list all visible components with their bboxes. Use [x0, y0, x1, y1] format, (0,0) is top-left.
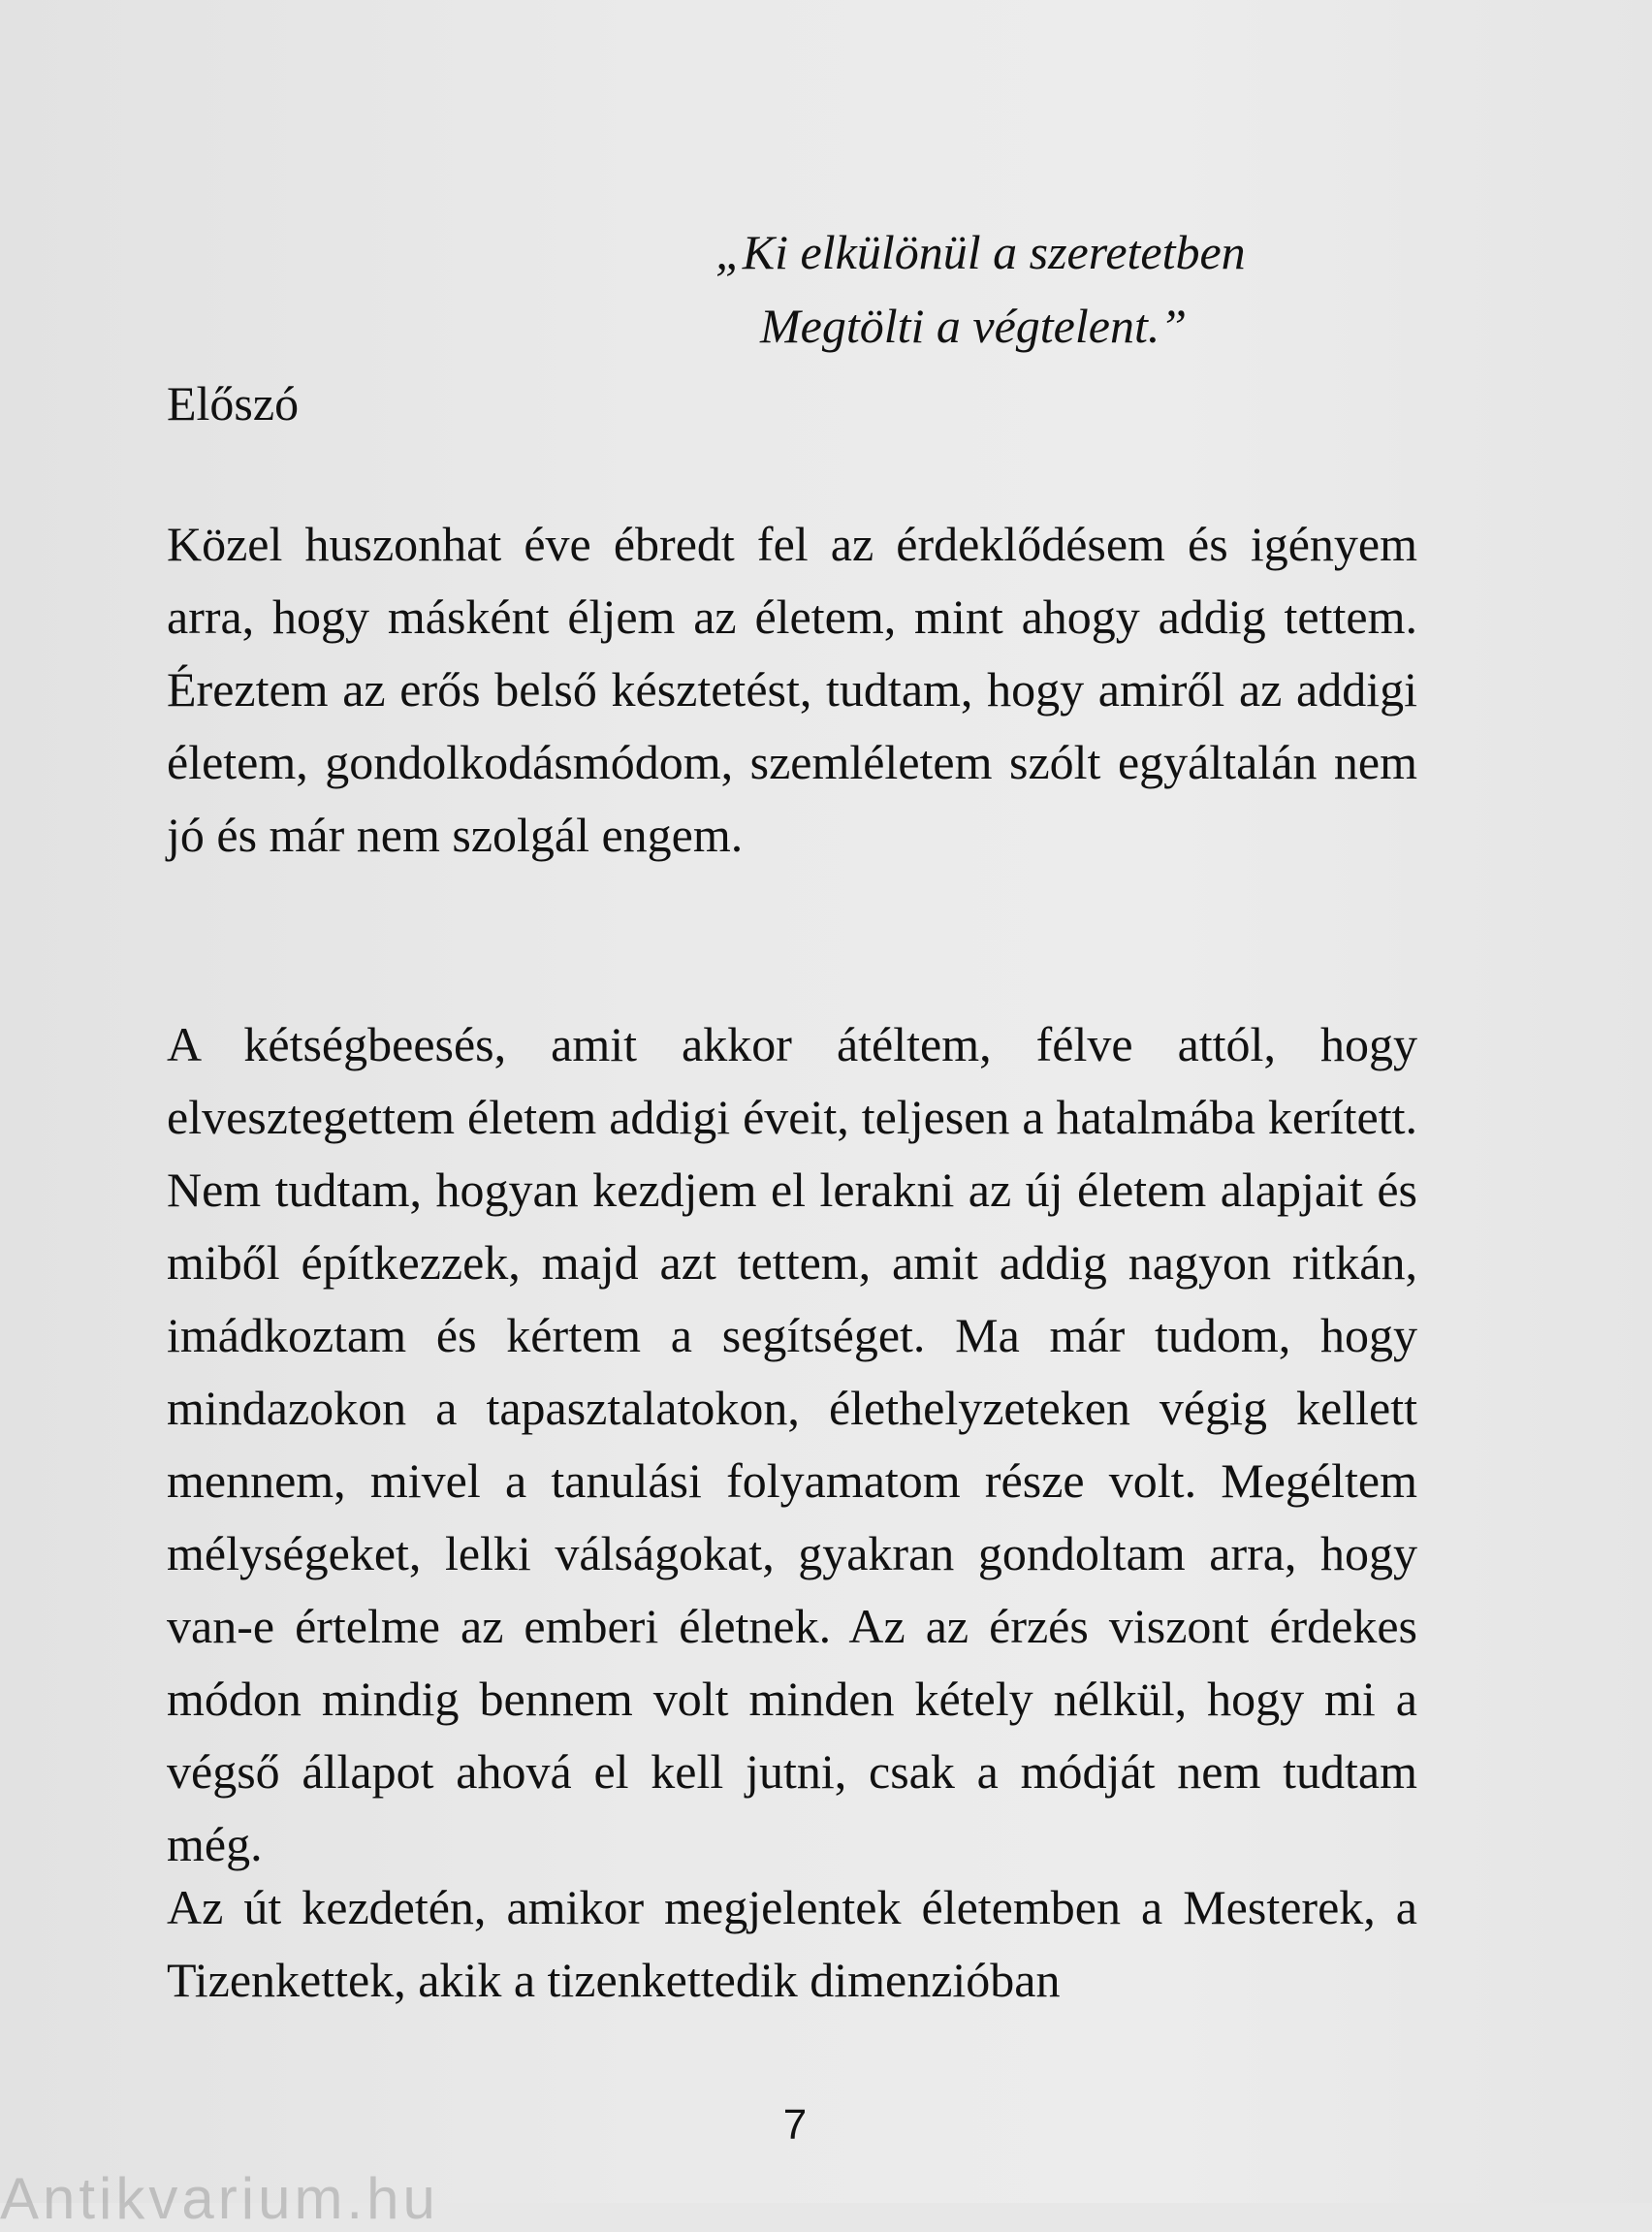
page-number: 7 [782, 2101, 808, 2149]
epigraph-line-1: „Ki elkülönül a szeretetben [715, 225, 1246, 279]
paragraph-3 [167, 1871, 1417, 2017]
watermark: Antikvarium.hu [0, 2166, 439, 2231]
paragraph-text: A kétségbeesés, amit akkor átéltem, félve attól, hogy elvesztegettem életem addigi éveit, teljesen a hatalmába kerített. Nem tudtam, hogyan kezdjem el lerakni az új életem alapjait és miből építkezzek, majd azt tettem, amit addig nagyon ritkán, imádkoztam és kértem a segítséget. Ma már tudom, hogy mindazokon a tapasztalatokon, élethelyzeteken végig kellett mennem, mivel a tanulási folyamatom része volt. Megéltem mélységeket, lelki válságokat, gyakran gondoltam arra, hogy van-e értelme az emberi életnek. Az az érzés viszont érdekes módon mindig bennem volt minden kétely nélkül, hogy mi a végső állapot ahová el kell jutni, csak a módját nem tudtam még. [167, 1017, 1417, 1871]
paragraph-1 [167, 508, 1417, 872]
paragraph-2 [167, 1008, 1417, 1881]
chapter-heading: Előszó [167, 376, 300, 430]
paragraph-text: Az út kezdetén, amikor megjelentek életemben a Mesterek, a Tizenkettek, akik a tizenkettedik dimenzióban [167, 1880, 1417, 2007]
paragraph-text: Közel huszonhat éve ébredt fel az érdeklődésem és igényem arra, hogy másként éljem az életem, mint ahogy addig tettem. Éreztem az erős belső késztetést, tudtam, hogy amiről az addigi életem, gondolkodásmódom, szemléletem szólt egyáltalán nem jó és már nem szolgál engem. [167, 517, 1417, 862]
epigraph [679, 215, 1415, 363]
epigraph-line-2: Megtölti a végtelent.” [760, 299, 1188, 353]
